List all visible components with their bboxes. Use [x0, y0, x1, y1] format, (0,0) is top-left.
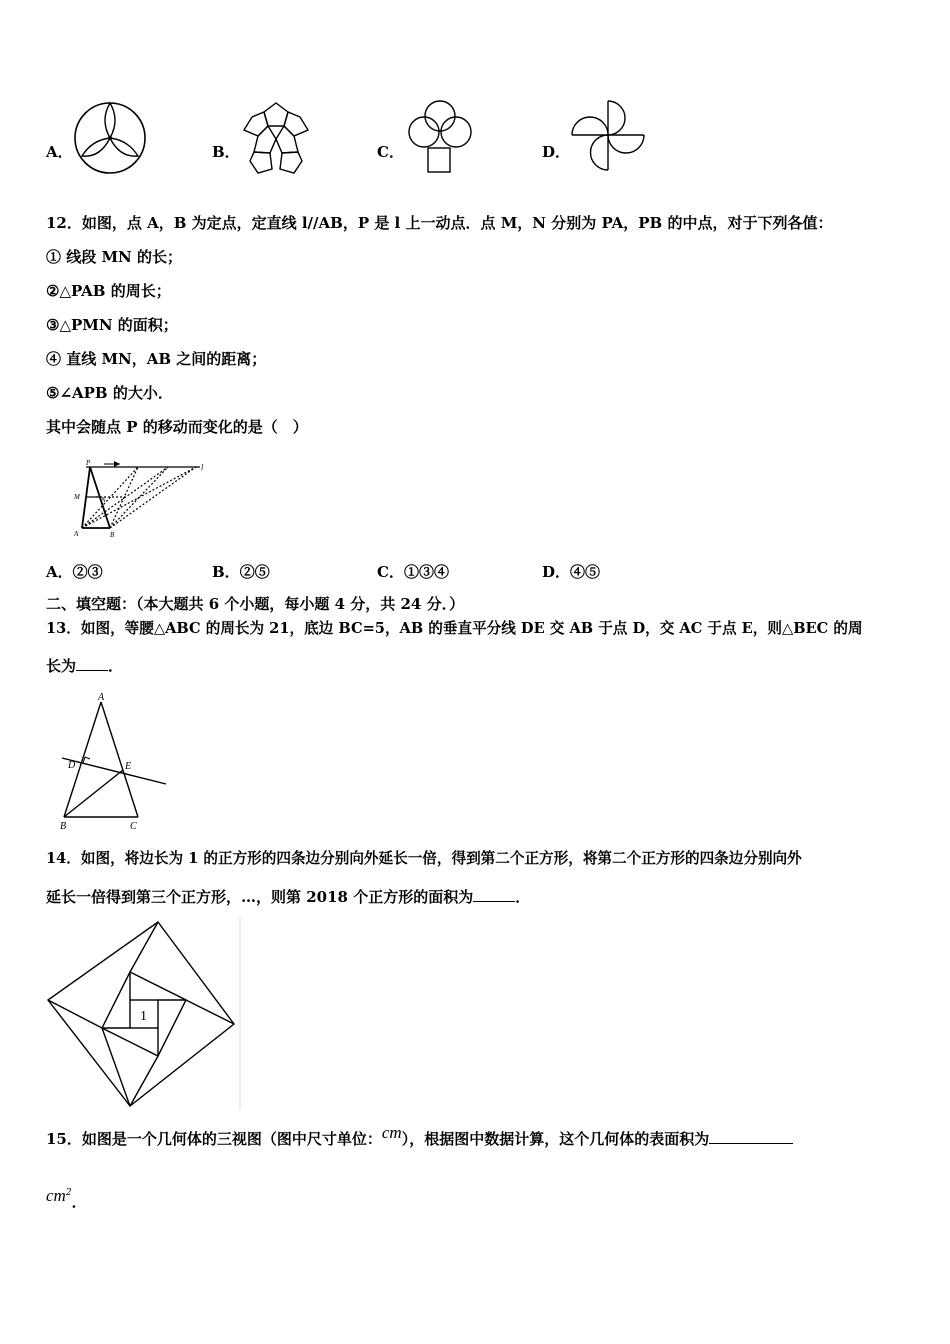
q15-answer-unit-exponent: 2	[65, 1188, 72, 1198]
q15-answer-blank	[709, 1129, 793, 1144]
q12-option-d-label: D．	[542, 563, 571, 581]
q15-line-2-suffix: ．	[71, 1193, 87, 1211]
q13-label-e: E	[125, 761, 132, 772]
q14-line-2-prefix: 延长一倍得到第三个正方形，…，则第 2018 个正方形的面积为	[46, 888, 474, 906]
q15-line-1-prefix: 15．如图是一个几何体的三视图（图中尺寸单位：	[46, 1130, 382, 1148]
q11-figure-c	[402, 98, 478, 178]
q11-option-b-label: B．	[212, 143, 240, 161]
q12-label-l: l	[201, 463, 204, 472]
q15-unit: cm	[381, 1123, 402, 1142]
q13-answer-blank	[76, 656, 108, 671]
q12-item-4: ④ 直线 MN，AB 之间的距离；	[46, 350, 267, 368]
q11-option-d-label: D．	[542, 143, 571, 161]
q13-line-2-suffix: ．	[108, 657, 124, 675]
q11-option-c-label: C．	[377, 143, 404, 161]
q12-figure	[68, 456, 208, 542]
q13-label-a: A	[98, 692, 105, 703]
q12-option-a-label: A．	[46, 563, 73, 581]
q11-option-a-label: A．	[46, 143, 73, 161]
q12-option-b	[212, 561, 270, 582]
q12-item-1: ① 线段 MN 的长；	[46, 248, 182, 266]
q12-item-5: ⑤∠APB 的大小．	[46, 384, 173, 402]
q12-option-a	[46, 561, 103, 582]
q14-figure	[44, 918, 244, 1110]
q12-option-b-value: ②⑤	[239, 563, 270, 581]
q12-label-p: P	[86, 459, 91, 467]
q14-line-2	[46, 887, 530, 907]
q12-option-d-value: ④⑤	[570, 563, 601, 581]
q15-line-1	[46, 1123, 793, 1149]
q12-stem: 12．如图，点 A，B 为定点，定直线 l//AB，P 是 l 上一动点．点 M，N 分别为 PA，PB 的中点，对于下列各值：	[46, 214, 833, 232]
section-2-title: 二、填空题：（本大题共 6 个小题，每小题 4 分，共 24 分．）	[46, 595, 465, 613]
q14-answer-blank	[473, 887, 515, 902]
q12-item-2: ②△PAB 的周长；	[46, 282, 171, 300]
q14-line-1: 14．如图，将边长为 1 的正方形的四条边分别向外延长一倍，得到第二个正方形，将第二个正方形的四条边分别向外	[46, 850, 802, 867]
q14-label-1: 1	[140, 1009, 147, 1024]
q12-question: 其中会随点 P 的移动而变化的是（ ）	[46, 418, 308, 436]
q13-line-2	[46, 656, 123, 676]
q15-line-1-suffix: ），根据图中数据计算，这个几何体的表面积为	[401, 1130, 710, 1148]
q12-label-a: A	[74, 530, 79, 538]
q12-item-3: ③△PMN 的面积；	[46, 316, 178, 334]
q11-figure-b	[236, 97, 316, 179]
q12-option-d	[542, 561, 600, 582]
q11-figure-d	[568, 98, 648, 174]
q13-label-c: C	[130, 821, 137, 832]
q13-label-d: D	[68, 760, 76, 771]
q13-label-b: B	[60, 821, 67, 832]
q12-option-c-value: ①③④	[403, 563, 449, 581]
q12-option-c	[377, 561, 449, 582]
q12-option-b-label: B．	[212, 563, 240, 581]
q13-line-2-prefix: 长为	[46, 657, 77, 675]
q15-line-2	[46, 1183, 87, 1211]
q12-label-b: B	[110, 531, 115, 539]
q11-figure-a	[72, 100, 148, 176]
q15-answer-unit: cm	[46, 1186, 66, 1205]
q13-figure	[56, 692, 171, 832]
q14-line-2-suffix: ．	[515, 888, 531, 906]
q12-label-m: M	[74, 493, 80, 501]
q12-label-n: N	[101, 496, 106, 504]
q12-option-a-value: ②③	[72, 563, 103, 581]
q13-line-1: 13．如图，等腰△ABC 的周长为 21，底边 BC=5，AB 的垂直平分线 DE 交 AB 于点 D，交 AC 于点 E，则△BEC 的周	[46, 620, 863, 637]
q12-option-c-label: C．	[377, 563, 404, 581]
